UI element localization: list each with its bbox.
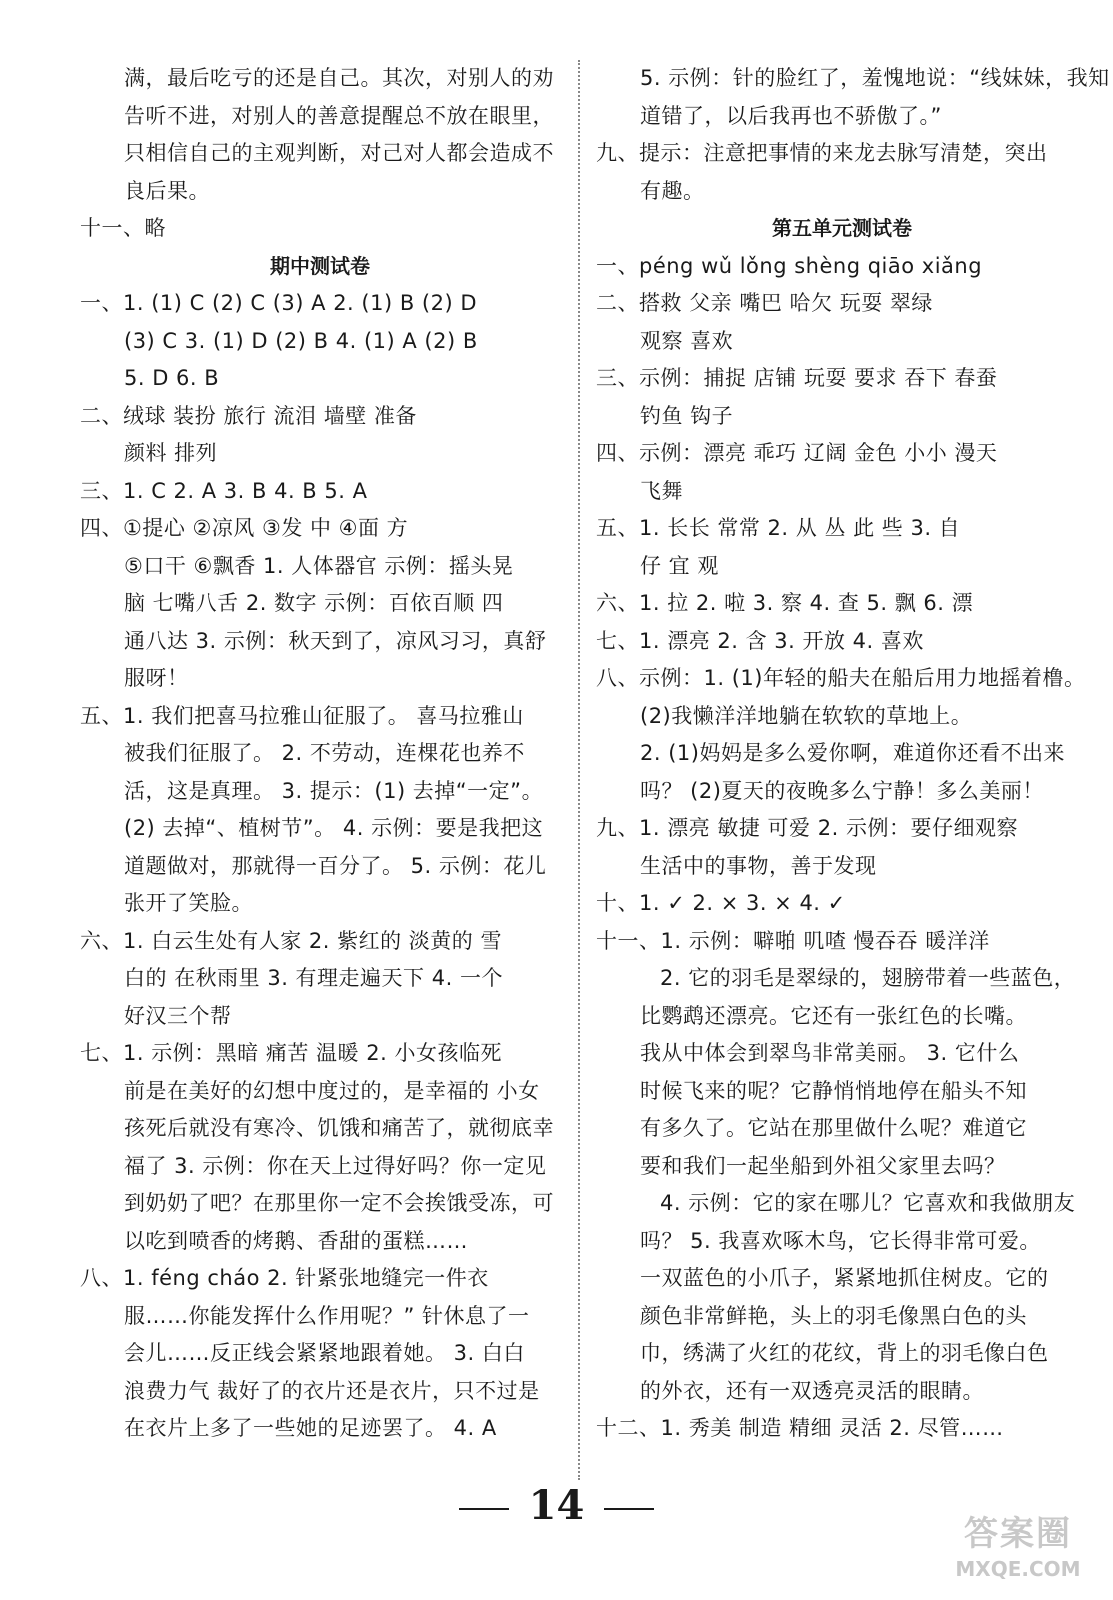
answer-line: 八、1. féng cháo 2. 针紧张地缝完一件衣 <box>80 1266 489 1290</box>
answer-line: 时候飞来的呢？它静悄悄地停在船头不知 <box>640 1078 1027 1103</box>
answer-line: 只相信自己的主观判断，对己对人都会造成不 <box>124 141 554 165</box>
answer-line: 十、1. ✓ 2. × 3. × 4. ✓ <box>596 891 846 915</box>
answer-line: 十二、1. 秀美 制造 精细 灵活 2. 尽管…… <box>596 1416 1004 1440</box>
answer-line: (2) 去掉“、植树节”。 4. 示例：要是我把这 <box>124 816 544 840</box>
answer-line: 五、1. 长长 常常 2. 从 丛 此 些 3. 自 <box>596 516 961 540</box>
answer-line: 有多久了。它站在那里做什么呢？难道它 <box>640 1116 1027 1140</box>
answer-line: 张开了笑脸。 <box>124 891 253 915</box>
answer-line: 福了 3. 示例：你在天上过得好吗？你一定见 <box>124 1153 547 1178</box>
answer-line: 白的 在秋雨里 3. 有理走遍天下 4. 一个 <box>124 966 503 990</box>
answer-line: 四、示例：漂亮 乖巧 辽阔 金色 小小 漫天 <box>596 441 998 465</box>
answer-line: 仔 宜 观 <box>640 553 719 578</box>
answer-line: 脑 七嘴八舌 2. 数字 示例：百依百顺 四 <box>124 591 504 615</box>
answer-line: 一双蓝色的小爪子，紧紧地抓住树皮。它的 <box>640 1266 1049 1290</box>
answer-line: 好汉三个帮 <box>124 1003 232 1028</box>
answer-line: 活，这是真理。 3. 提示：(1) 去掉“一定”。 <box>124 778 544 803</box>
column-divider <box>578 60 580 1480</box>
answer-line: 六、1. 拉 2. 啦 3. 察 4. 查 5. 飘 6. 漂 <box>596 591 974 615</box>
answer-line: 一、péng wǔ lǒng shèng qiāo xiǎng <box>596 253 983 278</box>
answer-line: 二、搭救 父亲 嘴巴 哈欠 玩耍 翠绿 <box>596 291 933 315</box>
answer-line: 巾，绣满了火红的花纹，背上的羽毛像白色 <box>640 1341 1049 1365</box>
answer-line: 比鹦鹉还漂亮。它还有一张红色的长嘴。 <box>640 1003 1027 1028</box>
answer-line: 飞舞 <box>640 478 683 503</box>
answer-line: 九、1. 漂亮 敏捷 可爱 2. 示例：要仔细观察 <box>596 816 1018 840</box>
answer-line: 在衣片上多了一些她的足迹罢了。 4. A <box>124 1416 497 1440</box>
answer-line: 要和我们一起坐船到外祖父家里去吗？ <box>640 1153 1006 1178</box>
answer-line: 通八达 3. 示例：秋天到了，凉风习习，真舒 <box>124 628 547 653</box>
answer-line: 七、1. 漂亮 2. 含 3. 开放 4. 喜欢 <box>596 628 924 653</box>
answer-line: 到奶奶了吧？在那里你一定不会挨饿受冻，可 <box>124 1191 554 1215</box>
answer-line: 5. 示例：针的脸红了，羞愧地说：“线妹妹，我知 <box>640 66 1110 90</box>
section-title: 期中测试卷 <box>270 253 370 278</box>
answer-line: 服呀！ <box>124 666 189 690</box>
answer-line: 二、绒球 装扮 旅行 流泪 墙壁 准备 <box>80 403 417 428</box>
page-number: 14 <box>0 1482 1113 1529</box>
answer-line: 道错了，以后我再也不骄傲了。” <box>640 103 942 128</box>
answer-line: 四、①提心 ②凉风 ③发 中 ④面 方 <box>80 516 409 540</box>
answer-line: 浪费力气 裁好了的衣片还是衣片，只不过是 <box>124 1378 540 1403</box>
right-column <box>596 60 1110 1448</box>
answer-line: 的外衣，还有一双透亮灵活的眼睛。 <box>640 1378 984 1403</box>
answer-line: 六、1. 白云生处有人家 2. 紫红的 淡黄的 雪 <box>80 928 502 953</box>
answer-line: 颜色非常鲜艳，头上的羽毛像黑白色的头 <box>640 1303 1027 1328</box>
answer-line: 颜料 排列 <box>124 441 218 465</box>
answer-line: 钓鱼 钩子 <box>640 403 734 428</box>
answer-line: 吗？ 5. 我喜欢啄木鸟，它长得非常可爱。 <box>640 1228 1041 1253</box>
answer-line: 三、示例：捕捉 店铺 玩耍 要求 吞下 春蚕 <box>596 366 998 390</box>
watermark-logo: 答案圈 MXQE.COM <box>955 1514 1081 1581</box>
answer-line: 十一、1. 示例：噼啪 叽喳 慢吞吞 暖洋洋 <box>596 928 990 953</box>
answer-line: 九、提示：注意把事情的来龙去脉写清楚，突出 <box>596 141 1048 165</box>
answer-line: 八、示例：1. (1)年轻的船夫在船后用力地摇着橹。 <box>596 666 1086 690</box>
answer-line: 十一、略 <box>80 216 166 240</box>
answer-line: 生活中的事物，善于发现 <box>640 853 877 878</box>
answer-line: 七、1. 示例：黑暗 痛苦 温暖 2. 小女孩临死 <box>80 1041 502 1065</box>
answer-line: 观察 喜欢 <box>640 328 734 353</box>
answer-line: 4. 示例：它的家在哪儿？它喜欢和我做朋友 <box>660 1191 1076 1215</box>
answer-line: 2. (1)妈妈是多么爱你啊，难道你还看不出来 <box>640 741 1065 765</box>
answer-line: 前是在美好的幻想中度过的，是幸福的 小女 <box>124 1078 540 1103</box>
answer-line: 三、1. C 2. A 3. B 4. B 5. A <box>80 478 368 503</box>
answer-line: 被我们征服了。 2. 不劳动，连棵花也养不 <box>124 741 525 765</box>
answer-line: 服……你能发挥什么作用呢？” 针休息了一 <box>124 1303 530 1328</box>
answer-line: 孩死后就没有寒冷、饥饿和痛苦了，就彻底幸 <box>124 1116 554 1140</box>
answer-line: 良后果。 <box>124 178 210 203</box>
answer-line: 会儿……反正线会紧紧地跟着她。 3. 白白 <box>124 1341 525 1365</box>
answer-line: 告听不进，对别人的善意提醒总不放在眼里， <box>124 103 554 128</box>
answer-line: 一、1. (1) C (2) C (3) A 2. (1) B (2) D <box>80 291 478 315</box>
answer-line: 2. 它的羽毛是翠绿的，翅膀带着一些蓝色， <box>660 966 1076 990</box>
answer-line: (2)我懒洋洋地躺在软软的草地上。 <box>640 703 973 728</box>
answer-line: (3) C 3. (1) D (2) B 4. (1) A (2) B <box>124 328 478 353</box>
left-column <box>80 60 560 1448</box>
answer-line: 五、1. 我们把喜马拉雅山征服了。 喜马拉雅山 <box>80 703 524 728</box>
answer-line: 有趣。 <box>640 178 705 203</box>
answer-line: 道题做对，那就得一百分了。 5. 示例：花儿 <box>124 853 547 878</box>
answer-line: 吗？ (2)夏天的夜晚多么宁静！多么美丽！ <box>640 778 1044 803</box>
answer-line: ⑤口干 ⑥飘香 1. 人体器官 示例：摇头晃 <box>124 553 514 578</box>
answer-line: 我从中体会到翠鸟非常美丽。 3. 它什么 <box>640 1041 1020 1065</box>
answer-line: 5. D 6. B <box>124 366 220 390</box>
section-title: 第五单元测试卷 <box>772 216 912 240</box>
answer-line: 以吃到喷香的烤鹅、香甜的蛋糕…… <box>124 1228 468 1253</box>
answer-line: 满，最后吃亏的还是自己。其次，对别人的劝 <box>124 66 554 90</box>
